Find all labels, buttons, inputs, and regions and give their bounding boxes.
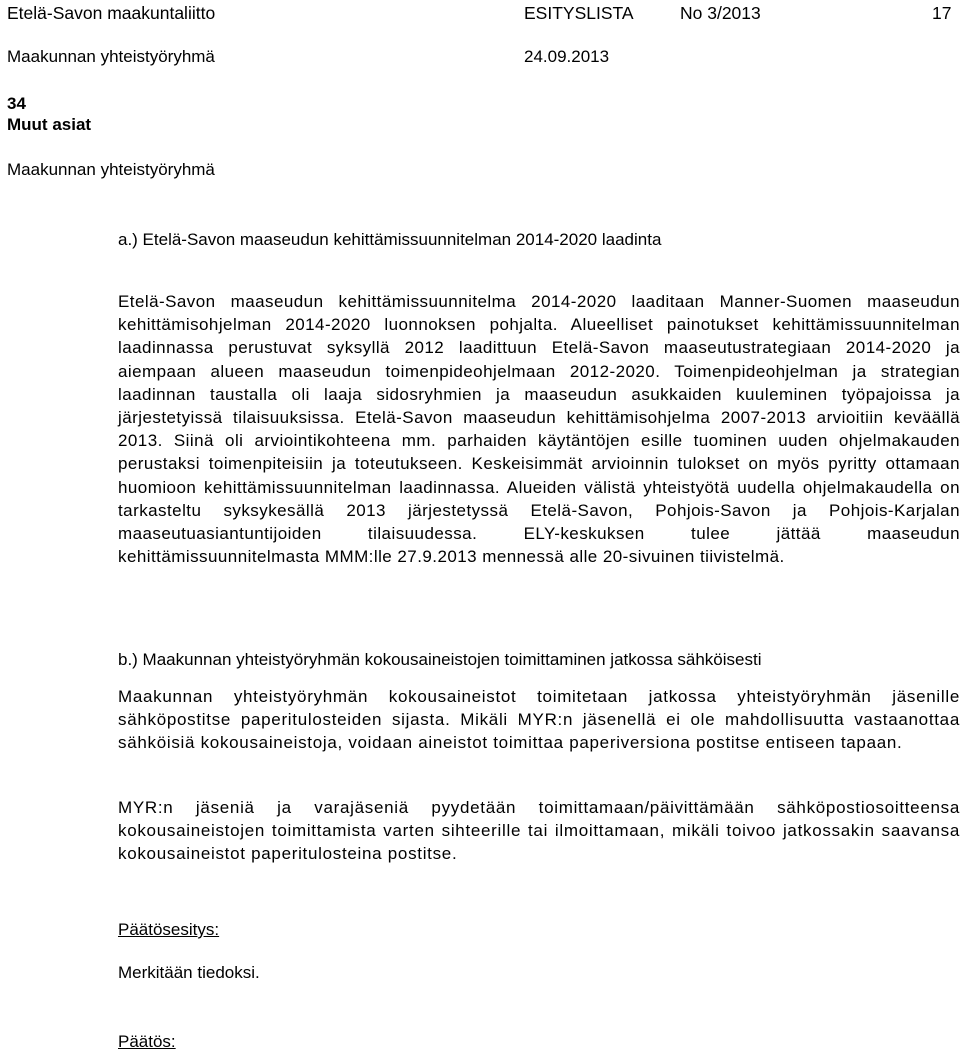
item-b-paragraph-2: MYR:n jäseniä ja varajäseniä pyydetään toimittamaan/päivittämään sähköpostiosoitteensa kokousaineistojen toimittamista varten sihteerille tai ilmoittamaan, mikäli toivoo jatkossakin saavansa kokousaineistot paperitulosteina postitse. <box>118 798 960 863</box>
org-name: Etelä-Savon maakuntaliitto <box>7 3 216 23</box>
item-a-heading: a.) Etelä-Savon maaseudun kehittämissuunnitelman 2014-2020 laadinta <box>118 230 662 249</box>
decision-label: Päätös: <box>118 1032 176 1051</box>
item-a-paragraph: Etelä-Savon maaseudun kehittämissuunnitelma 2014-2020 laaditaan Manner-Suomen maaseudun kehittämisohjelman 2014-2020 luonnoksen pohjalta. Alueelliset painotukset kehittämissuunnitelman laadinnassa perustuvat syksyllä 2012 laadittuun Etelä-Savon maaseutustrategiaan 2014-2020 ja aiempaan alueen maaseudun toimenpideohjelmaan 2012-2020. Toimenpideohjelman ja strategian laadinnan taustalla oli laaja sidosryhmien ja maaseudun asukkaiden kuuleminen työpajoissa ja järjestetyissä tilaisuuksissa. Etelä-Savon maaseudun kehittämisohjelma 2007-2013 arvioitiin keväällä 2013. Siinä oli arviointikohteena mm. parhaiden käytäntöjen esille tuominen uuden ohjelmakauden perustaksi toimenpiteisiin ja toteutukseen. Keskeisimmät arvioinnin tulokset on myös pyritty ottamaan huomioon kehittämissuunnitelman laadinnassa. Alueiden välistä yhteistyötä uudella ohjelmakaudella on tarkasteltu syksykesällä 2013 järjestetyssä Etelä-Savon, Pohjois-Savon ja Pohjois-Karjalan maaseutuasiantuntijoiden tilaisuudessa. ELY-keskuksen tulee jättää maaseudun kehittämissuunnitelmasta MMM:lle 27.9.2013 mennessä alle 20-sivuinen tiivistelmä. <box>118 292 960 567</box>
section-title: Muut asiat <box>7 115 92 134</box>
doc-number: No 3/2013 <box>680 3 761 23</box>
header-date: 24.09.2013 <box>524 47 610 66</box>
proposal-label: Päätösesitys: <box>118 920 220 939</box>
item-b-heading: b.) Maakunnan yhteistyöryhmän kokousaineistojen toimittaminen jatkossa sähköisesti <box>118 650 762 669</box>
item-b-paragraph-1: Maakunnan yhteistyöryhmän kokousaineistot toimitetaan jatkossa yhteistyöryhmän jäsenille sähköpostitse paperitulosteiden sijasta. Mikäli MYR:n jäsenellä ei ole mahdollisuutta vastaanottaa sähköisiä kokousaineistoja, voidaan aineistot toimittaa paperiversiona postitse entiseen tapaan. <box>118 687 960 752</box>
page-number: 17 <box>932 3 952 23</box>
proposal-text: Merkitään tiedoksi. <box>118 963 260 982</box>
section-number: 34 <box>7 94 26 113</box>
section-body: Maakunnan yhteistyöryhmä <box>7 160 215 179</box>
doc-type: ESITYSLISTA <box>524 3 634 23</box>
header-body: Maakunnan yhteistyöryhmä <box>7 47 215 66</box>
